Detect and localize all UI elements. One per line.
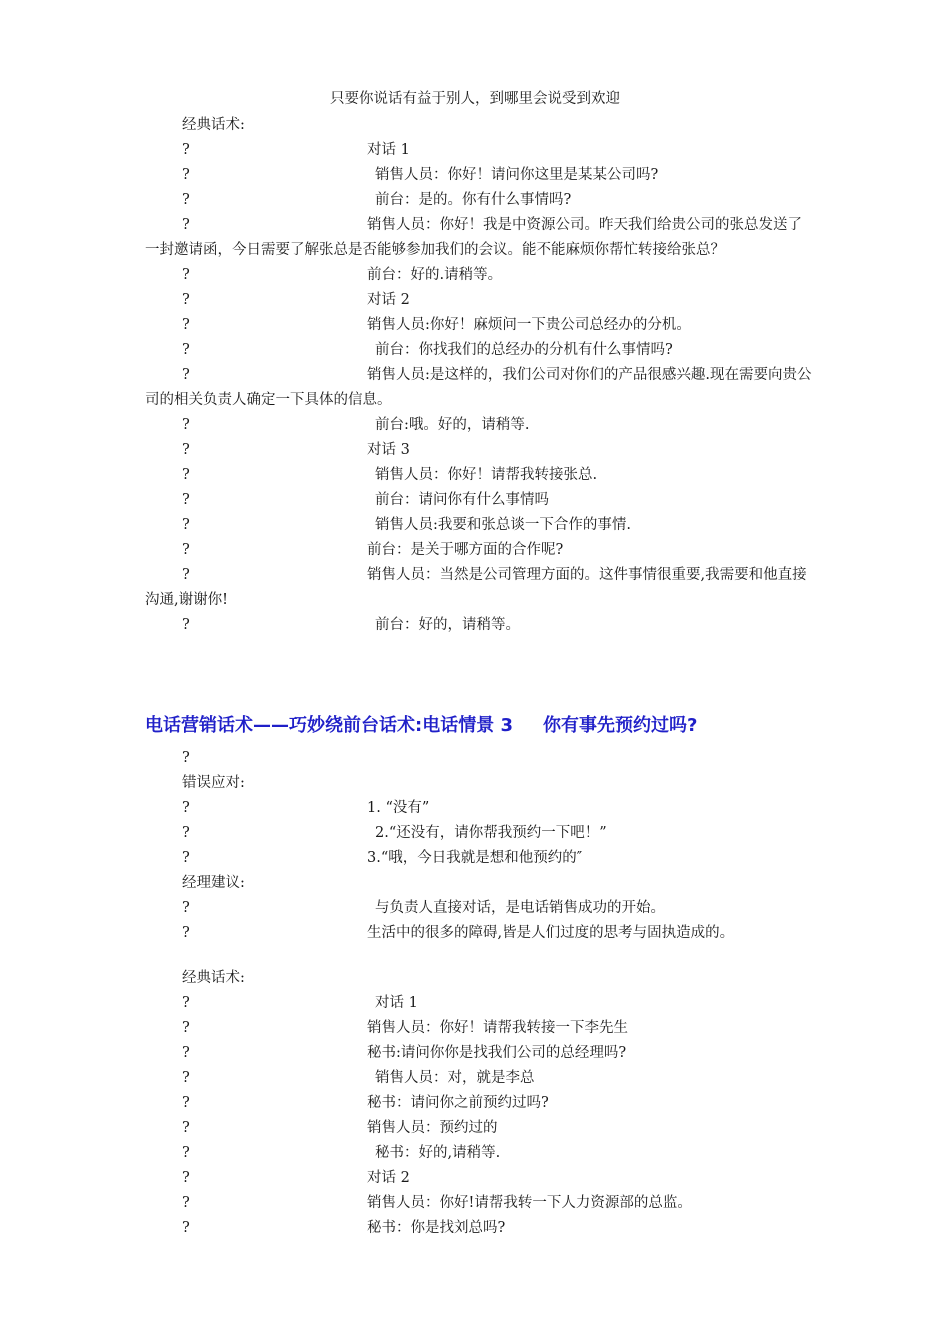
bullet-mark: ? <box>182 750 190 766</box>
dialog-line: ? 前台：请问你有什么事情吗 <box>145 488 815 513</box>
bullet-mark: ? <box>182 142 190 158</box>
dialog-line: ? 销售人员：当然是公司管理方面的。这件事情很重要,我需要和他直接沟通,谢谢你! <box>145 563 815 613</box>
dialog-title: ? 对话 2 <box>145 1166 815 1191</box>
dialog-line: ? 前台:哦。好的，请稍等. <box>145 413 815 438</box>
dialog-title: ? 对话 2 <box>145 288 815 313</box>
dialog-line: ? 秘书：请问你之前预约过吗? <box>145 1091 815 1116</box>
dialog-line: ? 前台：好的，请稍等。 <box>145 613 815 638</box>
wrong-response-label: 错误应对: <box>182 775 245 791</box>
dialog-title: ? 对话 3 <box>145 438 815 463</box>
dialog-line: ? 前台：是的。你有什么事情吗? <box>145 188 815 213</box>
dialog-line: ? 销售人员：对，就是李总 <box>145 1066 815 1091</box>
bullet-mark: ? <box>182 1120 190 1136</box>
dialog-line: ? 销售人员:我要和张总谈一下合作的事情. <box>145 513 815 538</box>
bullet-mark: ? <box>182 517 190 533</box>
bullet-row <box>145 746 815 771</box>
dialog-line: ? 秘书：你是找刘总吗? <box>145 1216 815 1241</box>
dialog-line: ? 销售人员：预约过的 <box>145 1116 815 1141</box>
bullet-mark: ? <box>182 1220 190 1236</box>
bullet-mark: ? <box>182 825 190 841</box>
bullet-mark: ? <box>182 1170 190 1186</box>
bullet-mark: ? <box>182 1145 190 1161</box>
dialog-line: ? 销售人员：你好！我是中资源公司。昨天我们给贵公司的张总发送了一封邀请函，今日需要了解张总是否能够参加我们的会议。能不能麻烦你帮忙转接给张总？ <box>145 213 815 263</box>
bullet-mark: ? <box>182 900 190 916</box>
advice-item: ? 生活中的很多的障碍,皆是人们过度的思考与固执造成的。 <box>145 921 815 946</box>
bullet-mark: ? <box>182 467 190 483</box>
bullet-mark: ? <box>182 1020 190 1036</box>
bullet-mark: ? <box>182 542 190 558</box>
bullet-mark: ? <box>182 1070 190 1086</box>
bullet-mark: ? <box>182 850 190 866</box>
dialog-line: ? 销售人员：你好!请帮我转一下人力资源部的总监。 <box>145 1191 815 1216</box>
dialog-line: ? 秘书:请问你你是找我们公司的总经理吗? <box>145 1041 815 1066</box>
bullet-mark: ? <box>182 1195 190 1211</box>
dialog-line: ? 销售人员:你好！麻烦问一下贵公司总经办的分机。 <box>145 313 815 338</box>
bullet-mark: ? <box>182 317 190 333</box>
dialog-line: ? 前台：是关于哪方面的合作呢? <box>145 538 815 563</box>
advice-label: 经理建议: <box>182 875 245 891</box>
bullet-mark: ? <box>182 995 190 1011</box>
bullet-mark: ? <box>182 192 190 208</box>
advice-item: ? 与负责人直接对话，是电话销售成功的开始。 <box>145 896 815 921</box>
bullet-mark: ? <box>182 925 190 941</box>
wrong-response-item: ? 2.“还没有，请你帮我预约一下吧！” <box>145 821 815 846</box>
page-header: 只要你说话有益于别人，到哪里会说受到欢迎 <box>330 91 620 107</box>
wrong-response-item: ? 3.“哦，今日我就是想和他预约的″ <box>145 846 815 871</box>
dialog-line: ? 秘书：好的,请稍等. <box>145 1141 815 1166</box>
dialog-line: ? 销售人员：你好！请帮我转接一下李先生 <box>145 1016 815 1041</box>
bullet-mark: ? <box>182 617 190 633</box>
bullet-mark: ? <box>182 167 190 183</box>
section-heading: 电话营销话术——巧妙绕前台话术:电话情景 3 你有事先预约过吗? <box>145 715 698 736</box>
bullet-mark: ? <box>182 342 190 358</box>
bullet-mark: ? <box>182 492 190 508</box>
dialog-line: ? 销售人员：你好！请问你这里是某某公司吗? <box>145 163 815 188</box>
dialog-title: ? 对话 1 <box>145 991 815 1016</box>
bullet-mark: ? <box>182 1045 190 1061</box>
section-label: 经典话术: <box>182 117 245 133</box>
bullet-mark: ? <box>182 567 190 583</box>
dialog-line: ? 前台：好的.请稍等。 <box>145 263 815 288</box>
bullet-mark: ? <box>182 267 190 283</box>
bullet-mark: ? <box>182 292 190 308</box>
wrong-response-item: ? 1. “没有” <box>145 796 815 821</box>
document-body <box>145 113 815 1241</box>
bullet-mark: ? <box>182 442 190 458</box>
dialog-line: ? 前台：你找我们的总经办的分机有什么事情吗? <box>145 338 815 363</box>
section-label: 经典话术: <box>182 970 245 986</box>
bullet-mark: ? <box>182 367 190 383</box>
bullet-mark: ? <box>182 217 190 233</box>
bullet-mark: ? <box>182 417 190 433</box>
bullet-mark: ? <box>182 1095 190 1111</box>
dialog-title: ? 对话 1 <box>145 138 815 163</box>
bullet-mark: ? <box>182 800 190 816</box>
dialog-line: ? 销售人员：你好！请帮我转接张总. <box>145 463 815 488</box>
dialog-line: ? 销售人员:是这样的，我们公司对你们的产品很感兴趣.现在需要向贵公司的相关负责人确定一下具体的信息。 <box>145 363 815 413</box>
